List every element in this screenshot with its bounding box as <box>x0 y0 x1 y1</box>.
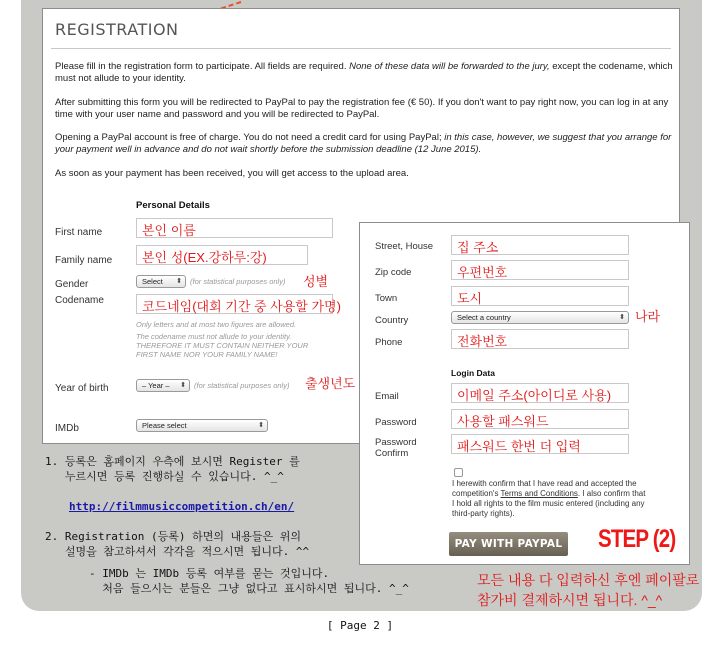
select-arrows-icon: ⬍ <box>176 278 182 285</box>
imdb-select-value: Please select <box>142 421 187 430</box>
terms-confirmation-text <box>452 479 647 519</box>
terms-text-b: . I also confirm that I hold all rights to the film music entered (including any third-party rights). <box>452 489 646 518</box>
select-arrows-icon: ⬍ <box>619 314 625 321</box>
instruction-2-line-2: 설명을 참고하셔서 각각을 적으시면 됩니다. ^^ <box>45 545 310 558</box>
country-select-value: Select a country <box>457 313 511 322</box>
codename-label: Codename <box>55 295 104 306</box>
street-field[interactable] <box>451 235 629 255</box>
paypal-info-text-b: in this case, however, we suggest that you arrange for your payment well in advance and do not wait shortly before the submission deadline (12 June 2015). <box>55 132 672 155</box>
step-label: STEP (2) <box>598 525 676 553</box>
paypal-redirect-paragraph: After submitting this form you will be redirected to PayPal to pay the registration fee (€ 50). If you don't want to pay right now, you can log in at any time with your user name and password and you will be redirected to PayPal. <box>55 97 669 120</box>
imdb-select[interactable] <box>136 419 268 432</box>
gender-kr-annotation: 성별 <box>303 274 329 289</box>
instruction-2-line-1: 2. Registration (등록) 하면의 내용들은 위의 <box>45 530 301 543</box>
address-login-panel <box>359 222 690 565</box>
password-confirm-value: 패스워드 한번 더 입력 <box>457 439 581 454</box>
password-label: Password <box>375 417 417 428</box>
select-arrows-icon: ⬍ <box>180 382 186 389</box>
country-kr-annotation: 나라 <box>635 309 661 324</box>
first-name-field[interactable] <box>136 218 333 238</box>
gender-select[interactable] <box>136 275 186 288</box>
gender-select-value: Select <box>142 277 163 286</box>
page-number: [ Page 2 ] <box>326 619 394 632</box>
page-title: REGISTRATION <box>55 20 179 39</box>
street-value: 집 주소 <box>457 240 499 255</box>
phone-label: Phone <box>375 337 403 348</box>
upload-paragraph: As soon as your payment has been received, you will get access to the upload area. <box>55 168 409 179</box>
phone-value: 전화번호 <box>457 334 508 349</box>
terms-checkbox[interactable] <box>454 468 463 477</box>
codename-note-4: FIRST NAME NOR YOUR FAMILY NAME! <box>136 350 278 359</box>
year-of-birth-label: Year of birth <box>55 383 109 394</box>
password-confirm-label-1: Password <box>375 437 417 448</box>
zip-label: Zip code <box>375 267 412 278</box>
title-divider <box>51 48 671 49</box>
instruction-1-line-1: 1. 등록은 홈페이지 우측에 보시면 Register 를 <box>45 455 300 468</box>
imdb-label: IMDb <box>55 423 79 434</box>
street-label: Street, House <box>375 241 434 252</box>
codename-note-2: The codename must not allude to your identity. <box>136 332 292 341</box>
family-name-label: Family name <box>55 255 113 266</box>
email-field[interactable] <box>451 383 629 403</box>
family-name-value: 본인 성(EX.강하루:강) <box>142 250 267 265</box>
country-select[interactable] <box>451 311 629 324</box>
password-confirm-label-2: Confirm <box>375 448 409 459</box>
family-name-field[interactable] <box>136 245 308 265</box>
town-label: Town <box>375 293 398 304</box>
password-confirm-field[interactable] <box>451 434 629 454</box>
gender-hint: (for statistical purposes only) <box>190 277 286 286</box>
first-name-label: First name <box>55 227 103 238</box>
password-field[interactable] <box>451 409 629 429</box>
town-field[interactable] <box>451 286 629 306</box>
intro-text-c: except the codename, which must not allude to your identity. <box>55 61 673 84</box>
terms-link[interactable]: Terms and Conditions <box>500 489 578 498</box>
email-label: Email <box>375 391 399 402</box>
intro-text-b: None of these data will be forwarded to the jury, <box>349 61 550 72</box>
instruction-1-line-2: 누르시면 등록 진행하실 수 있습니다. ^_^ <box>45 470 284 483</box>
paypal-info-paragraph <box>55 132 675 156</box>
select-arrows-icon: ⬍ <box>258 422 264 429</box>
terms-text-a: I herewith confirm that I have read and accepted the competition's <box>452 479 637 498</box>
year-of-birth-select[interactable] <box>136 379 190 392</box>
gender-label: Gender <box>55 279 89 290</box>
codename-note-1: Only letters and at most two figures are allowed. <box>136 320 297 329</box>
login-data-heading: Login Data <box>451 368 495 378</box>
codename-field[interactable] <box>136 294 341 314</box>
year-kr-annotation: 출생년도 <box>305 376 356 391</box>
phone-field[interactable] <box>451 329 629 349</box>
imdb-note-line-1: - IMDb 는 IMDb 등록 여부를 묻는 것입니다. <box>89 567 330 580</box>
intro-paragraph <box>55 61 675 85</box>
intro-text-a: Please fill in the registration form to participate. All fields are required. <box>55 61 350 72</box>
imdb-note-line-2: 처음 들으시는 분들은 그냥 없다고 표시하시면 됩니다. ^_^ <box>89 582 409 595</box>
country-label: Country <box>375 315 409 326</box>
payment-kr-annotation-2: 참가비 결제하시면 됩니다. ^_^ <box>477 592 663 608</box>
payment-kr-annotation-1: 모든 내용 다 입력하신 후엔 페이팔로 <box>477 572 700 588</box>
pay-with-paypal-button[interactable]: PAY WITH PAYPAL <box>449 532 568 556</box>
year-hint: (for statistical purposes only) <box>194 381 290 390</box>
codename-value: 코드네임(대회 기간 중 사용할 가명) <box>142 299 341 314</box>
year-select-value: – Year – <box>142 381 170 390</box>
paypal-info-text-a: Opening a PayPal account is free of charge. You do not need a credit card for using PayPal; <box>55 132 445 143</box>
zip-field[interactable] <box>451 260 629 280</box>
town-value: 도시 <box>457 291 483 306</box>
homepage-link[interactable]: http://filmmusiccompetition.ch/en/ <box>69 500 295 513</box>
password-value: 사용할 패스워드 <box>457 414 549 429</box>
first-name-value: 본인 이름 <box>142 223 196 238</box>
email-value: 이메일 주소(아이디로 사용) <box>457 388 612 403</box>
codename-note-3: THEREFORE IT MUST CONTAIN NEITHER YOUR <box>136 341 309 350</box>
personal-details-heading: Personal Details <box>136 200 210 211</box>
zip-value: 우편번호 <box>457 265 508 280</box>
